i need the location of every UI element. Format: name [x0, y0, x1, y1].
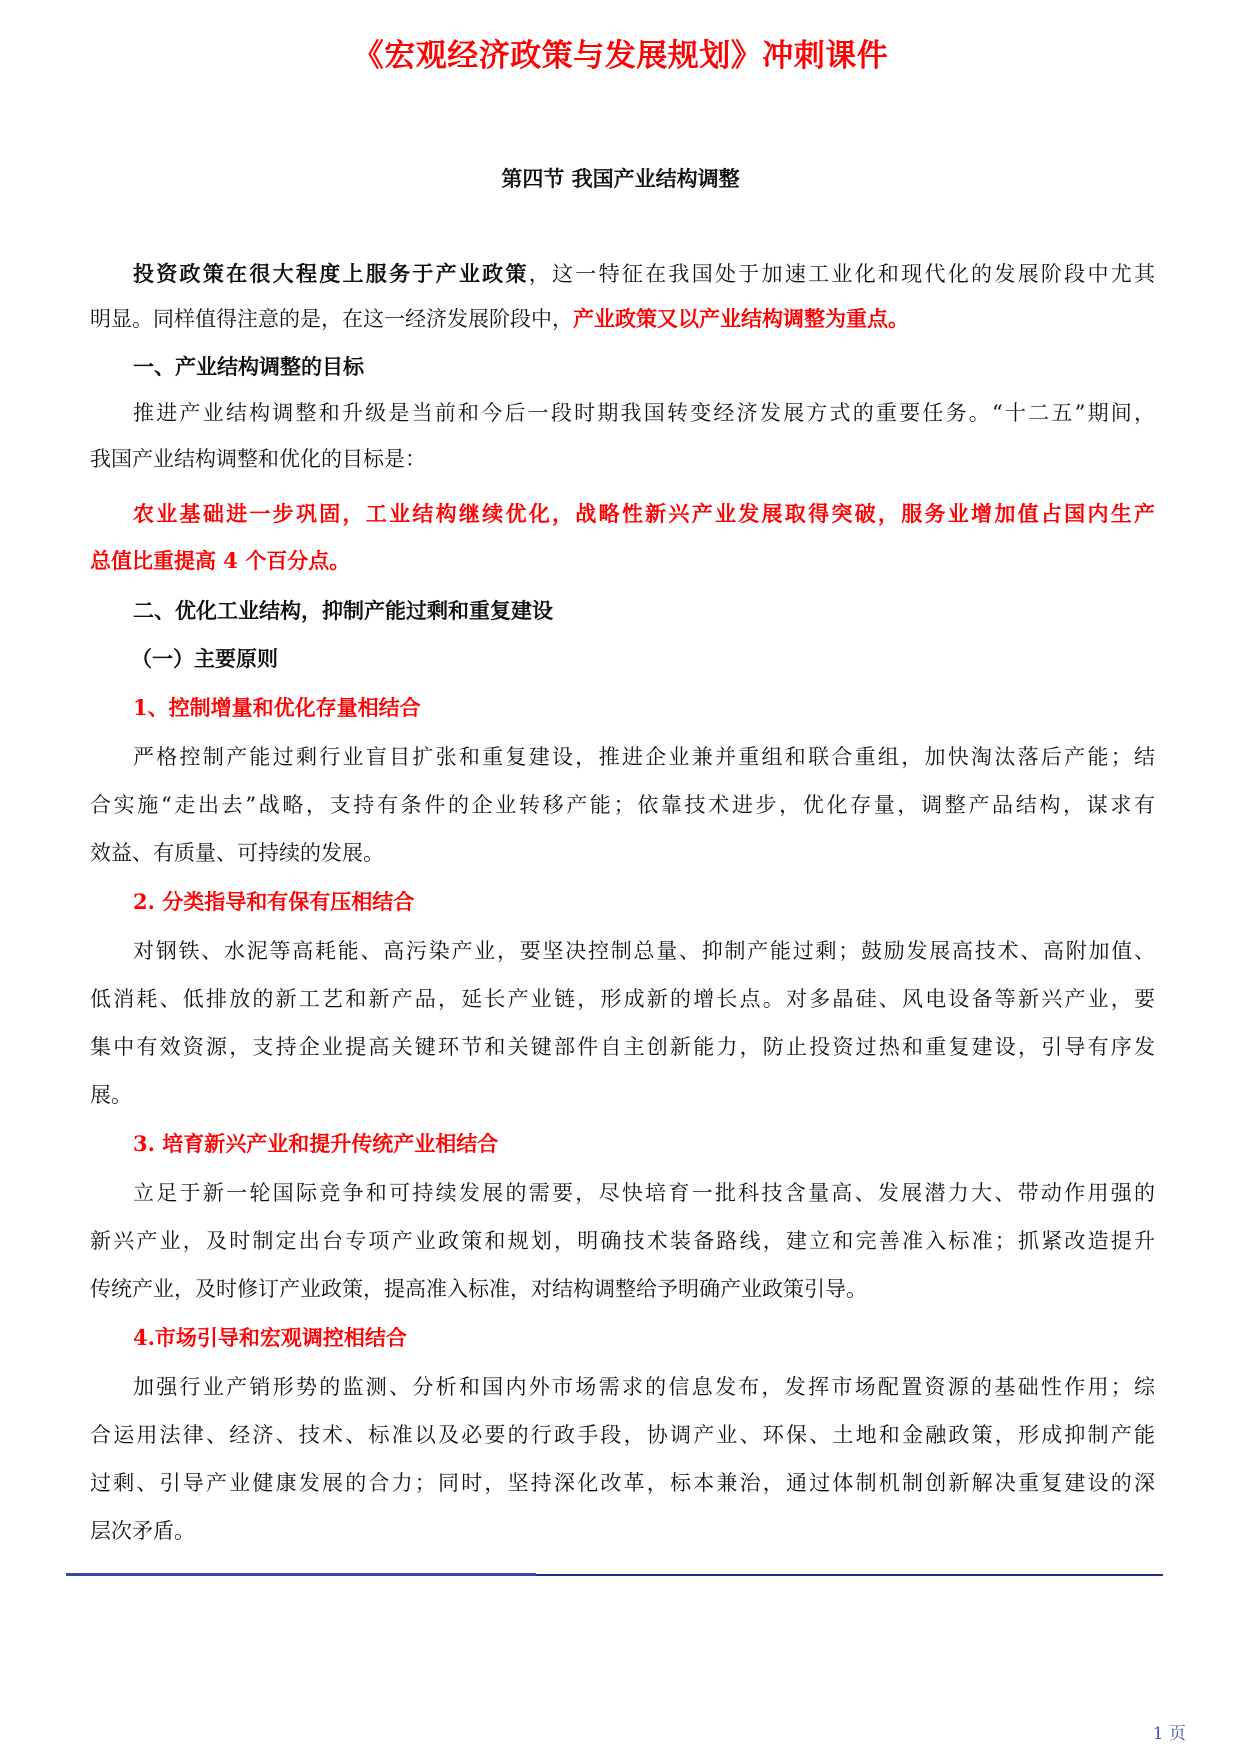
- principle-2-line-3: 集中有效资源，支持企业提高关键环节和关键部件自主创新能力，防止投资过热和重复建设，引导有序发: [90, 1035, 1155, 1059]
- principle-2-line-2: 低消耗、低排放的新工艺和新产品，延长产业链，形成新的增长点。对多晶硅、风电设备等新兴产业，要: [90, 987, 1155, 1011]
- principle-3-line-3: 传统产业，及时修订产业政策，提高准入标准，对结构调整给予明确产业政策引导。: [90, 1277, 867, 1301]
- part1-para-line-2: 我国产业结构调整和优化的目标是：: [90, 447, 426, 471]
- part1-para-line-1: 推进产业结构调整和升级是当前和今后一段时期我国转变经济发展方式的重要任务。“十二五”期间，: [133, 401, 1155, 425]
- principle-2-line-1: 对钢铁、水泥等高耗能、高污染产业，要坚决控制总量、抑制产能过剩；鼓励发展高技术、高附加值、: [133, 939, 1155, 963]
- principle-1-line-1: 严格控制产能过剩行业盲目扩张和重复建设，推进企业兼并重组和联合重组，加快淘汰落后产能；结: [133, 745, 1155, 769]
- principle-3-title: 3. 培育新兴产业和提升传统产业相结合: [133, 1131, 499, 1156]
- principle-4-line-2: 合运用法律、经济、技术、标准以及必要的行政手段，协调产业、环保、土地和金融政策，形成抑制产能: [90, 1423, 1155, 1447]
- part2-heading: 二、优化工业结构，抑制产能过剩和重复建设: [133, 598, 553, 623]
- section-heading: 第四节 我国产业结构调整: [501, 166, 740, 191]
- principle-1-line-3: 效益、有质量、可持续的发展。: [90, 841, 384, 865]
- intro-line-2: [90, 305, 1155, 333]
- part1-heading: 一、产业结构调整的目标: [133, 354, 364, 379]
- intro-red-phrase: 产业政策又以产业结构调整为重点。: [573, 306, 909, 331]
- principle-4-title: 4.市场引导和宏观调控相结合: [133, 1325, 407, 1350]
- footer-divider-accent: [66, 1573, 536, 1576]
- intro-line-1-rest: ，这一特征在我国处于加速工业化和现代化的发展阶段中尤其: [528, 262, 1156, 286]
- principle-1-line-2: 合实施“走出去”战略，支持有条件的企业转移产能；依靠技术进步，优化存量，调整产品结构，谋求有: [90, 793, 1155, 817]
- part2-subheading: （一）主要原则: [131, 646, 278, 671]
- page-number: 1 页: [1152, 1724, 1186, 1744]
- intro-line-2-text: 明显。同样值得注意的是，在这一经济发展阶段中，: [90, 307, 573, 331]
- principle-4-line-1: 加强行业产销形势的监测、分析和国内外市场需求的信息发布，发挥市场配置资源的基础性作用；综: [133, 1375, 1155, 1399]
- document-title: 《宏观经济政策与发展规划》冲刺课件: [352, 38, 889, 74]
- part1-goal-line-1: 农业基础进一步巩固，工业结构继续优化，战略性新兴产业发展取得突破，服务业增加值占国内生产: [133, 501, 1155, 526]
- principle-4-line-4: 层次矛盾。: [90, 1519, 195, 1543]
- principle-3-line-1: 立足于新一轮国际竞争和可持续发展的需要，尽快培育一批科技含量高、发展潜力大、带动作用强的: [133, 1181, 1155, 1205]
- principle-2-title: 2. 分类指导和有保有压相结合: [133, 889, 415, 914]
- part1-goal-line-2: 总值比重提高 4 个百分点。: [90, 548, 351, 573]
- principle-3-line-2: 新兴产业，及时制定出台专项产业政策和规划，明确技术装备路线，建立和完善准入标准；抓紧改造提升: [90, 1229, 1155, 1253]
- principle-1-title: 1、控制增量和优化存量相结合: [133, 695, 421, 720]
- intro-bold-phrase: 投资政策在很大程度上服务于产业政策: [133, 261, 529, 286]
- principle-4-line-3: 过剩、引导产业健康发展的合力；同时，坚持深化改革，标本兼治，通过体制机制创新解决重复建设的深: [90, 1471, 1155, 1495]
- intro-line-1: [133, 260, 1155, 288]
- principle-2-line-4: 展。: [90, 1083, 132, 1107]
